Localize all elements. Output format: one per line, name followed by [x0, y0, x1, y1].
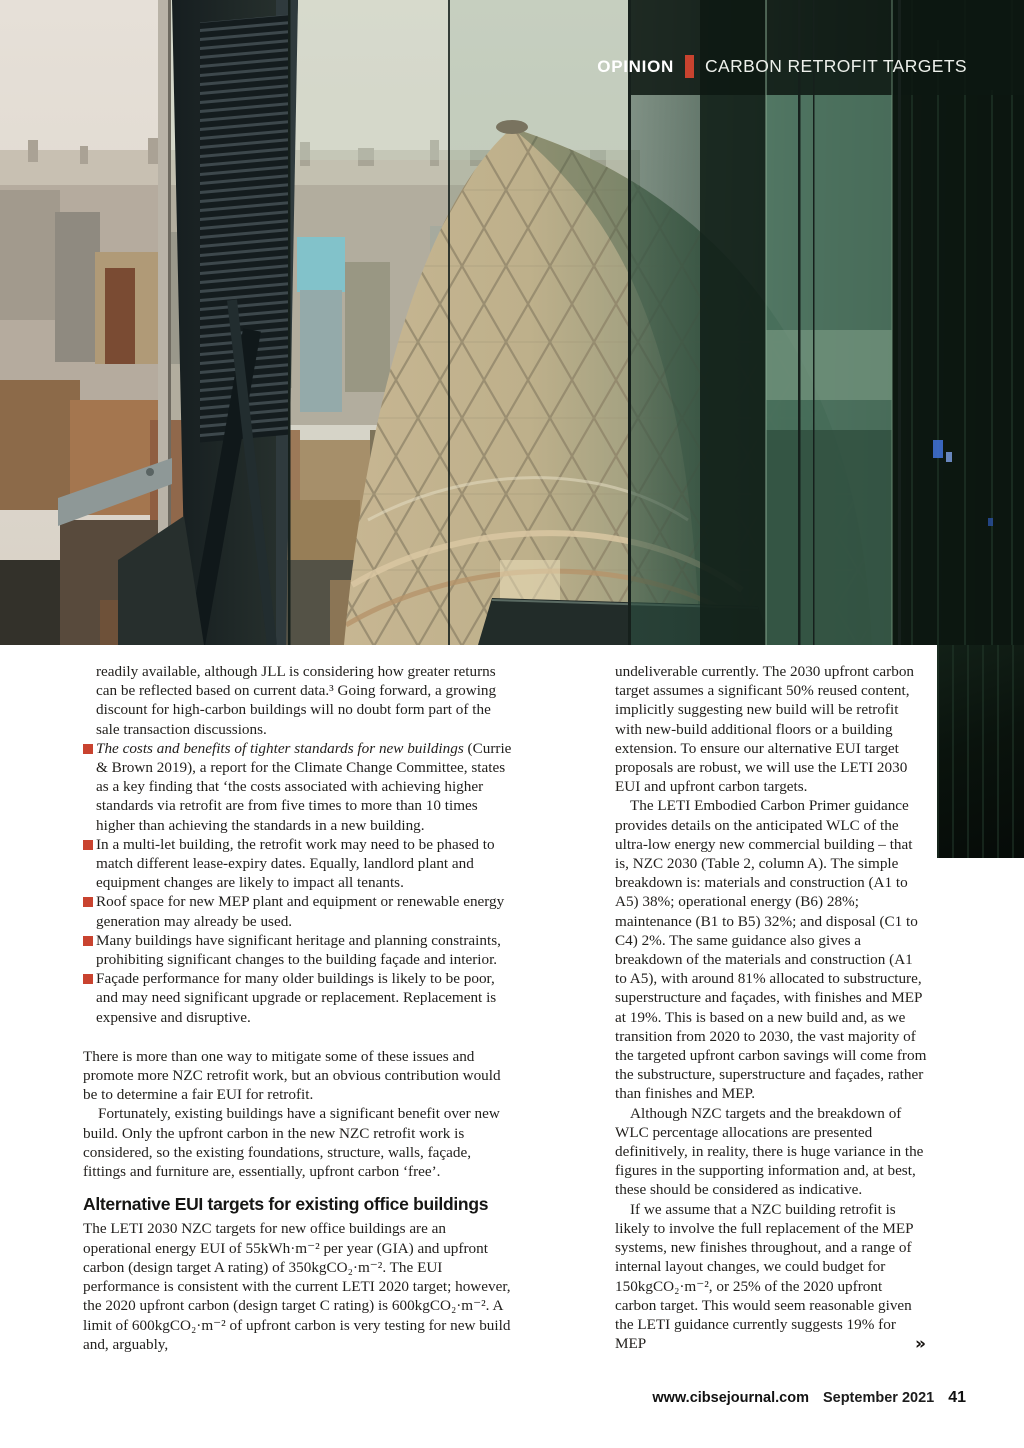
list-item: [83, 739, 513, 835]
bullet-text: Roof space for new MEP plant and equipment or renewable energy generation may already be used.: [96, 893, 505, 930]
list-item: [83, 931, 513, 969]
article-title: CARBON RETROFIT TARGETS: [704, 56, 967, 76]
page-footer: [652, 1389, 966, 1407]
body-paragraph: There is more than one way to mitigate some of these issues and promote more NZC retrofit work, but an obvious contribution would be to determine a fair EUI for retrofit.: [83, 1047, 501, 1104]
continued-chevrons-icon: »: [915, 1334, 925, 1355]
bullet-text: (Currie & Brown 2019), a report for the Climate Change Committee, states as a key finding that ‘the costs associated with achieving higher standards via retrofit are from five times to more than 10 times higher than achieving the standards in a new building.: [96, 739, 512, 834]
body-paragraph: The LETI 2030 NZC targets for new office buildings are an operational energy EUI of 55kWh·m⁻² per year (GIA) and upfront carbon (design target A rating) of 350kgCO₂·m⁻². The EUI performance is consistent with the current LETI 2020 target; however, the 2020 upfront carbon (design target C rating) is 600kgCO₂·m⁻². A limit of 600kgCO₂·m⁻² of upfront carbon is very testing for new build and, arguably,: [83, 1220, 511, 1353]
intro-paragraph: readily available, although JLL is considering how greater returns can be reflected based on current data.³ Going forward, a growing discount for high-carbon buildings will no doubt form part of the sale transaction discussions.: [96, 663, 497, 738]
bullet-square-icon: [83, 936, 93, 946]
left-column: [83, 662, 513, 1354]
body-paragraph: [615, 1200, 927, 1354]
list-item: [83, 892, 513, 930]
section-kicker: OPINION: [597, 56, 674, 76]
body-paragraph: The LETI Embodied Carbon Primer guidance provides details on the anticipated WLC of the ultra-low energy new commercial building – that is, NZC 2030 (Table 2, column A). The simple breakdown is: materials and construction (A1 to A5) 38%; operational energy (B6) 28%; maintenance (B1 to B5) 32%; and disposal (C1 to C4) 2%. The same guidance also gives a breakdown of the materials and construction (A1 to A5), with around 81% allocated to substructure, superstructure and façades, with finishes and MEP at 19%. This is based on a new build and, as we transition from 2020 to 2030, the vast majority of the targeted upfront carbon savings will come from the substructure, superstructure and façades, rather than finishes and MEP.: [615, 797, 927, 1103]
bullet-square-icon: [83, 744, 93, 754]
bullet-text: Façade performance for many older buildings is likely to be poor, and may need significant upgrade or replacement. Replacement is expensive and disruptive.: [96, 970, 497, 1026]
footer-page-number: 41: [948, 1389, 966, 1406]
list-item: [83, 835, 513, 893]
footer-issue-date: September 2021: [822, 1390, 935, 1406]
page-header: [597, 55, 967, 78]
body-paragraph-text: If we assume that a NZC building retrofit is likely to involve the full replacement of the MEP systems, new finishes throughout, and a range of internal layout changes, we could budget for 150kgCO₂·m⁻², or 25% of the 2020 upfront carbon target. This would seem reasonable given the LETI guidance currently suggests 19% for MEP: [615, 1200, 914, 1353]
footer-website: www.cibsejournal.com: [652, 1390, 809, 1406]
bullet-text: Many buildings have significant heritage and planning constraints, prohibiting significant changes to the building façade and interior.: [96, 931, 501, 969]
kicker-divider-bar: [685, 55, 694, 78]
body-paragraph: undeliverable currently. The 2030 upfront carbon target assumes a significant 50% reused content, implicitly suggesting new build will be retrofit with new-build additional floors or a building extension. To ensure our alternative EUI target proposals are robust, we will use the LETI 2030 EUI and upfront carbon targets.: [615, 663, 915, 796]
bullet-text: In a multi-let building, the retrofit work may need to be phased to match different lease-expiry dates. Equally, landlord plant and equipment changes are likely to impact all tenants.: [96, 835, 495, 892]
city-photo-illustration: [0, 0, 1024, 645]
hero-photo-right-strip: [937, 645, 1024, 858]
bullet-square-icon: [83, 840, 93, 850]
bullet-square-icon: [83, 897, 93, 907]
bullet-list: [83, 739, 513, 1027]
hero-photo: [0, 0, 1024, 645]
bullet-square-icon: [83, 974, 93, 984]
right-column: [615, 662, 927, 1353]
section-heading: Alternative EUI targets for existing office buildings: [83, 1194, 489, 1215]
bullet-italic-text: The costs and benefits of tighter standards for new buildings: [96, 739, 464, 757]
list-item: [83, 969, 513, 1027]
body-paragraph: Although NZC targets and the breakdown of WLC percentage allocations are presented definitively, in reality, there is huge variance in the figures in the supporting information and, at best, these should be considered as indicative.: [615, 1104, 924, 1199]
body-paragraph: Fortunately, existing buildings have a significant benefit over new build. Only the upfront carbon in the new NZC retrofit work is considered, so the existing foundations, structure, walls, façade, fittings and furniture are, essentially, upfront carbon ‘free’.: [83, 1105, 500, 1181]
